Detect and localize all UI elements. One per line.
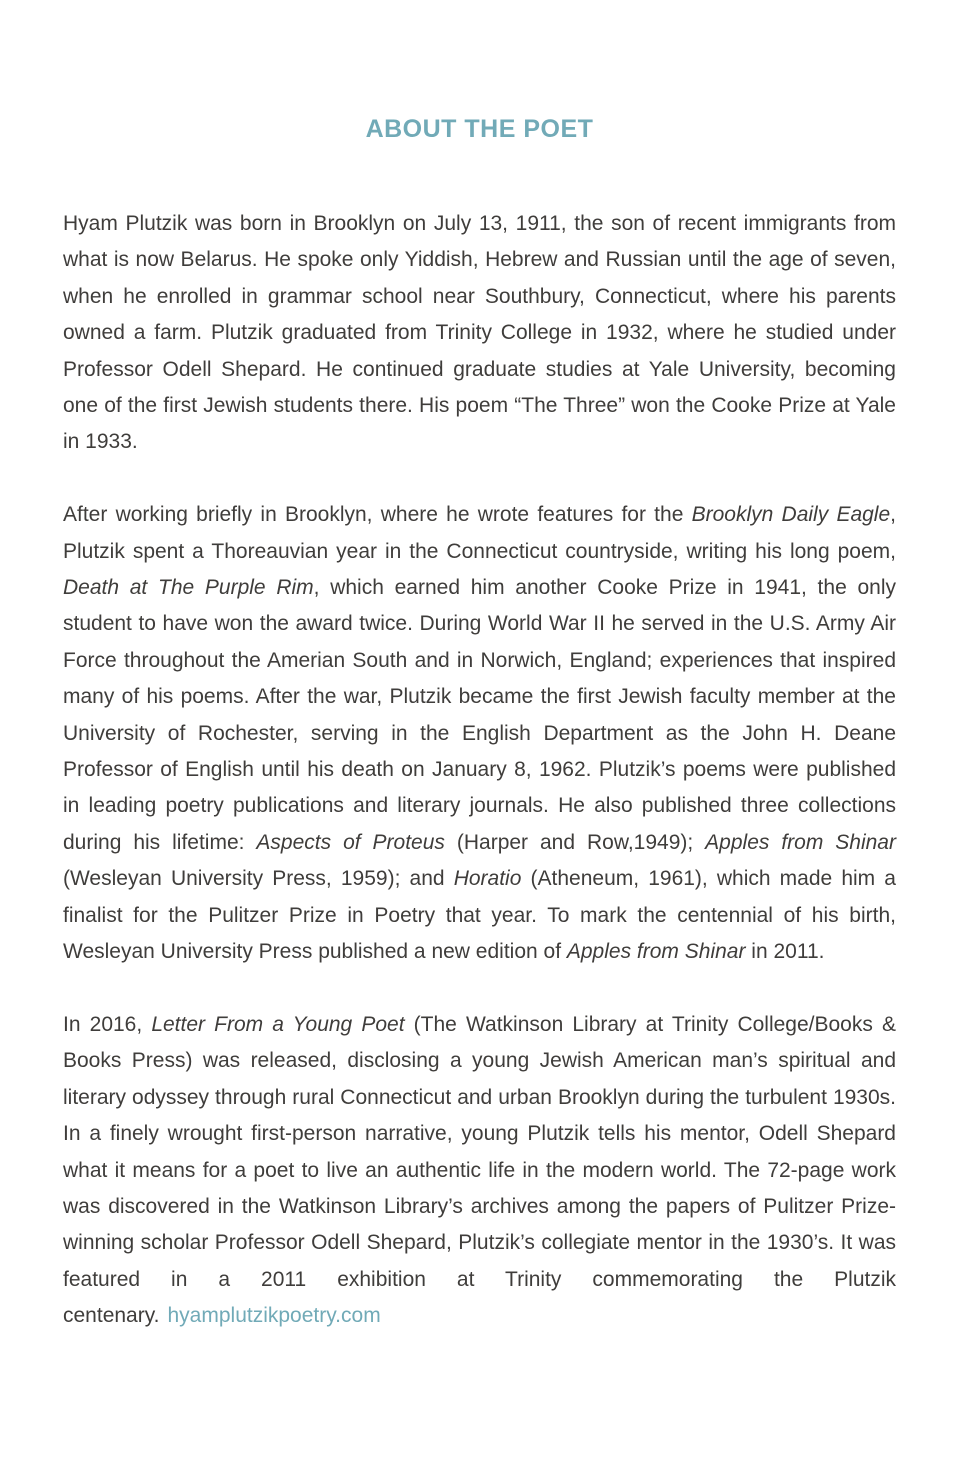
text-run: In 2016,	[63, 1012, 152, 1036]
text-run: (Harper and Row,1949);	[444, 830, 706, 854]
text-run: After working briefly in Brooklyn, where he wrote features for the	[63, 503, 692, 527]
bio-body	[63, 206, 896, 1371]
book-title: Apples from Shinar	[566, 940, 746, 964]
book-title: Apples from Shinar	[705, 830, 896, 854]
book-title: Letter From a Young Poet	[151, 1012, 405, 1036]
paragraph-letter	[63, 1007, 896, 1335]
paragraph-early-life	[63, 206, 896, 461]
text-run: (Atheneum, 1961), which made him a finalist for the Pulitzer Prize in Poetry that year. To mark the centennial of his birth, Wesleyan University Press published a new edition of	[63, 867, 896, 964]
paragraph-text: Hyam Plutzik was born in Brooklyn on July 13, 1911, the son of recent immigrants from what is now Belarus. He spoke only Yiddish, Hebrew and Russian until the age of seven, when he enrolled in grammar school near Southbury, Connecticut, where his parents owned a farm. Plutzik graduated from Trinity College in 1932, where he studied under Professor Odell Shepard. He continued graduate studies at Yale University, becoming one of the first Jewish students there. His poem “The Three” won the Cooke Prize at Yale in 1933.	[63, 212, 896, 454]
book-title: Horatio	[453, 867, 522, 891]
text-run: in 2011.	[745, 940, 825, 964]
book-title: Aspects of Proteus	[256, 830, 445, 854]
text-run: (The Watkinson Library at Trinity College/Books & Books Press) was released, disclosing a young Jewish American man’s spiritual and literary odyssey through rural Connecticut and urban Brooklyn during the turbulent 1930s. In a finely wrought first-person narrative, young Plutzik tells his mentor, Odell Shepard what it means for a poet to live an authentic life in the modern world. The 72-page work was discovered in the Watkinson Library’s archives among the papers of Pulitzer Prize-winning scholar Professor Odell Shepard, Plutzik’s collegiate mentor in the 1930’s. It was featured in a 2011 exhibition at Trinity commemorating the Plutzik centenary.	[63, 1012, 896, 1328]
poem-title: Death at The Purple Rim	[63, 576, 314, 600]
publication-title: Brooklyn Daily Eagle	[691, 503, 891, 527]
paragraph-career	[63, 497, 896, 970]
page-title: ABOUT THE POET	[365, 115, 594, 143]
text-run: (Wesleyan University Press, 1959); and	[63, 867, 454, 891]
website-link[interactable]: hyamplutzikpoetry.com	[167, 1304, 381, 1328]
text-run: , which earned him another Cooke Prize in 1941, the only student to have won the award twice. During World War II he served in the U.S. Army Air Force throughout the Amerian South and in Norwich, England; experiences that inspired many of his poems. After the war, Plutzik became the first Jewish faculty member at the University of Rochester, serving in the English Department as the John H. Deane Professor of English until his death on January 8, 1962. Plutzik’s poems were published in leading poetry publications and literary journals. He also published three collections during his lifetime:	[63, 576, 896, 854]
text-run: , Plutzik spent a Thoreauvian year in the Connecticut countryside, writing his long poem,	[63, 503, 896, 563]
